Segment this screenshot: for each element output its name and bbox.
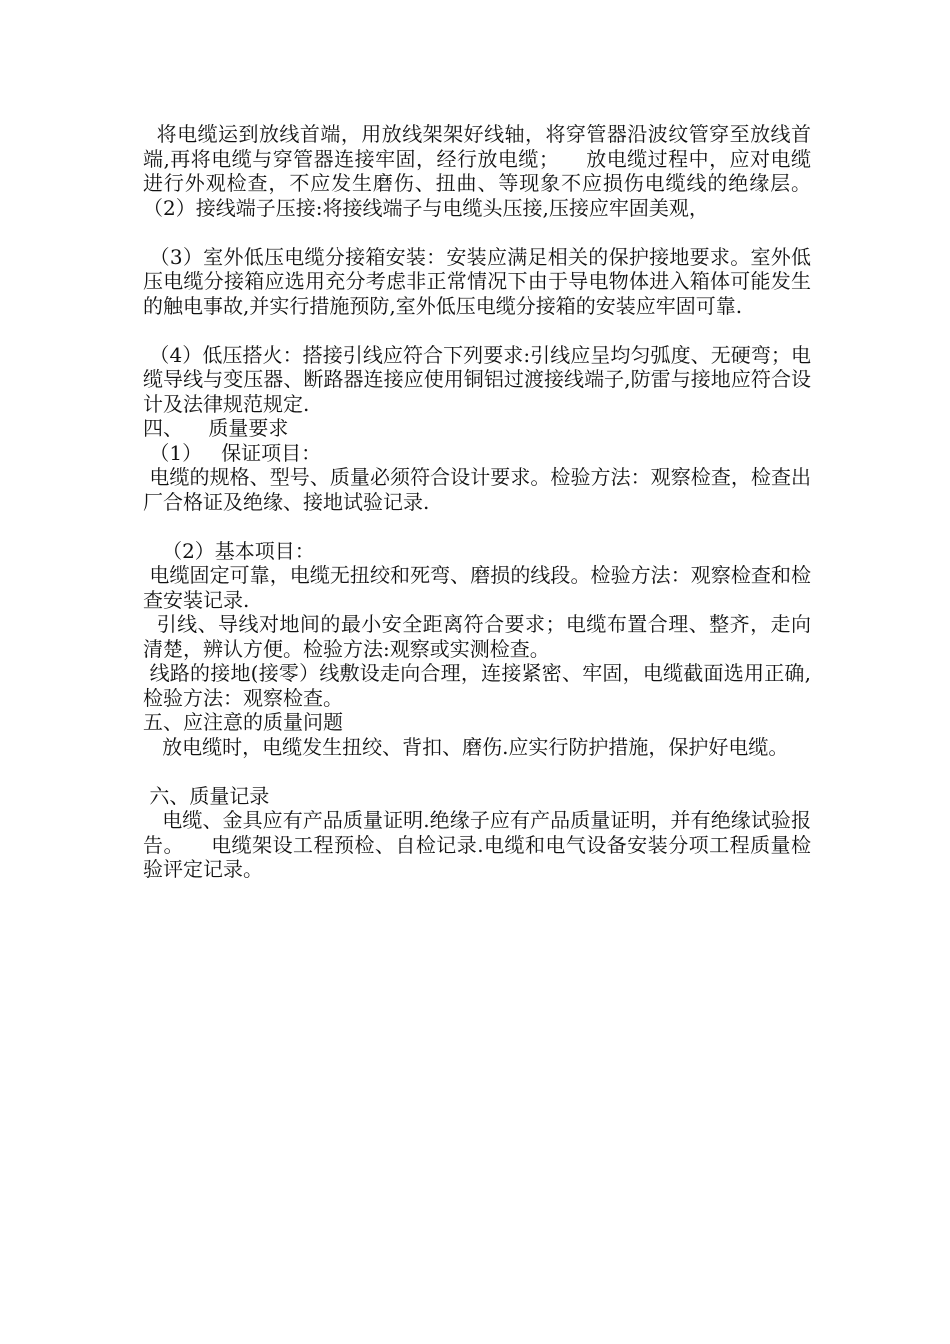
paragraph-low-voltage-connection: （4）低压搭火：搭接引线应符合下列要求:引线应呈均匀弧度、无硬弯；电缆导线与变压器、断路器连接应使用铜铝过渡接线端子,防雷与接地应符合设计及法律规范规定.: [143, 342, 811, 416]
paragraph-grounding: 线路的接地(接零）线敷设走向合理，连接紧密、牢固，电缆截面选用正确,检验方法：观察检查。: [143, 661, 811, 710]
paragraph-cable-specs: 电缆的规格、型号、质量必须符合设计要求。检验方法：观察检查，检查出厂合格证及绝缘、接地试验记录.: [143, 465, 812, 514]
heading-quality-issues: 五、应注意的质量问题: [143, 710, 343, 734]
heading-quality-records: 六、质量记录: [143, 783, 270, 808]
heading-quality-requirements: 四、 质量要求: [143, 416, 289, 440]
subheading-guaranteed-items: （1） 保证项目：: [143, 440, 322, 465]
paragraph-distribution-box: （3）室外低压电缆分接箱安装：安装应满足相关的保护接地要求。室外低压电缆分接箱应选用充分考虑非正常情况下由于导电物体进入箱体可能发生的触电事故,并实行措施预防,室外低压电缆分接箱的安装应牢固可靠.: [143, 244, 812, 318]
paragraph-gap: [143, 514, 811, 539]
paragraph-protection: 放电缆时，电缆发生扭绞、背扣、磨伤.应实行防护措施，保护好电缆。: [143, 734, 789, 759]
paragraph-gap: [143, 318, 811, 343]
paragraph-cable-fixing: 电缆固定可靠，电缆无扭绞和死弯、磨损的线段。检验方法：观察检查和检查安装记录.: [143, 563, 812, 612]
paragraph-records: 电缆、金具应有产品质量证明.绝缘子应有产品质量证明，并有绝缘试验报告。 电缆架设工程预检、自检记录.电缆和电气设备安装分项工程质量检验评定记录。: [143, 808, 811, 881]
paragraph-cable-laying: 将电缆运到放线首端，用放线架架好线轴，将穿管器沿波纹管穿至放线首端,再将电缆与穿管器连接牢固，经行放电缆； 放电缆过程中，应对电缆进行外观检查，不应发生磨伤、扭曲、等现象不应损伤电缆线的绝缘层。 （2）接线端子压接:将接线端子与电缆头压接,压接应牢固美观，: [143, 122, 837, 220]
paragraph-gap: [143, 759, 811, 784]
subheading-basic-items: （2）基本项目：: [143, 538, 315, 563]
paragraph-safety-distance: 引线、导线对地间的最小安全距离符合要求；电缆布置合理、整齐，走向清楚，辨认方便。检验方法:观察或实测检查。: [143, 612, 812, 661]
document-body: [143, 122, 837, 882]
paragraph-gap: [143, 220, 811, 245]
